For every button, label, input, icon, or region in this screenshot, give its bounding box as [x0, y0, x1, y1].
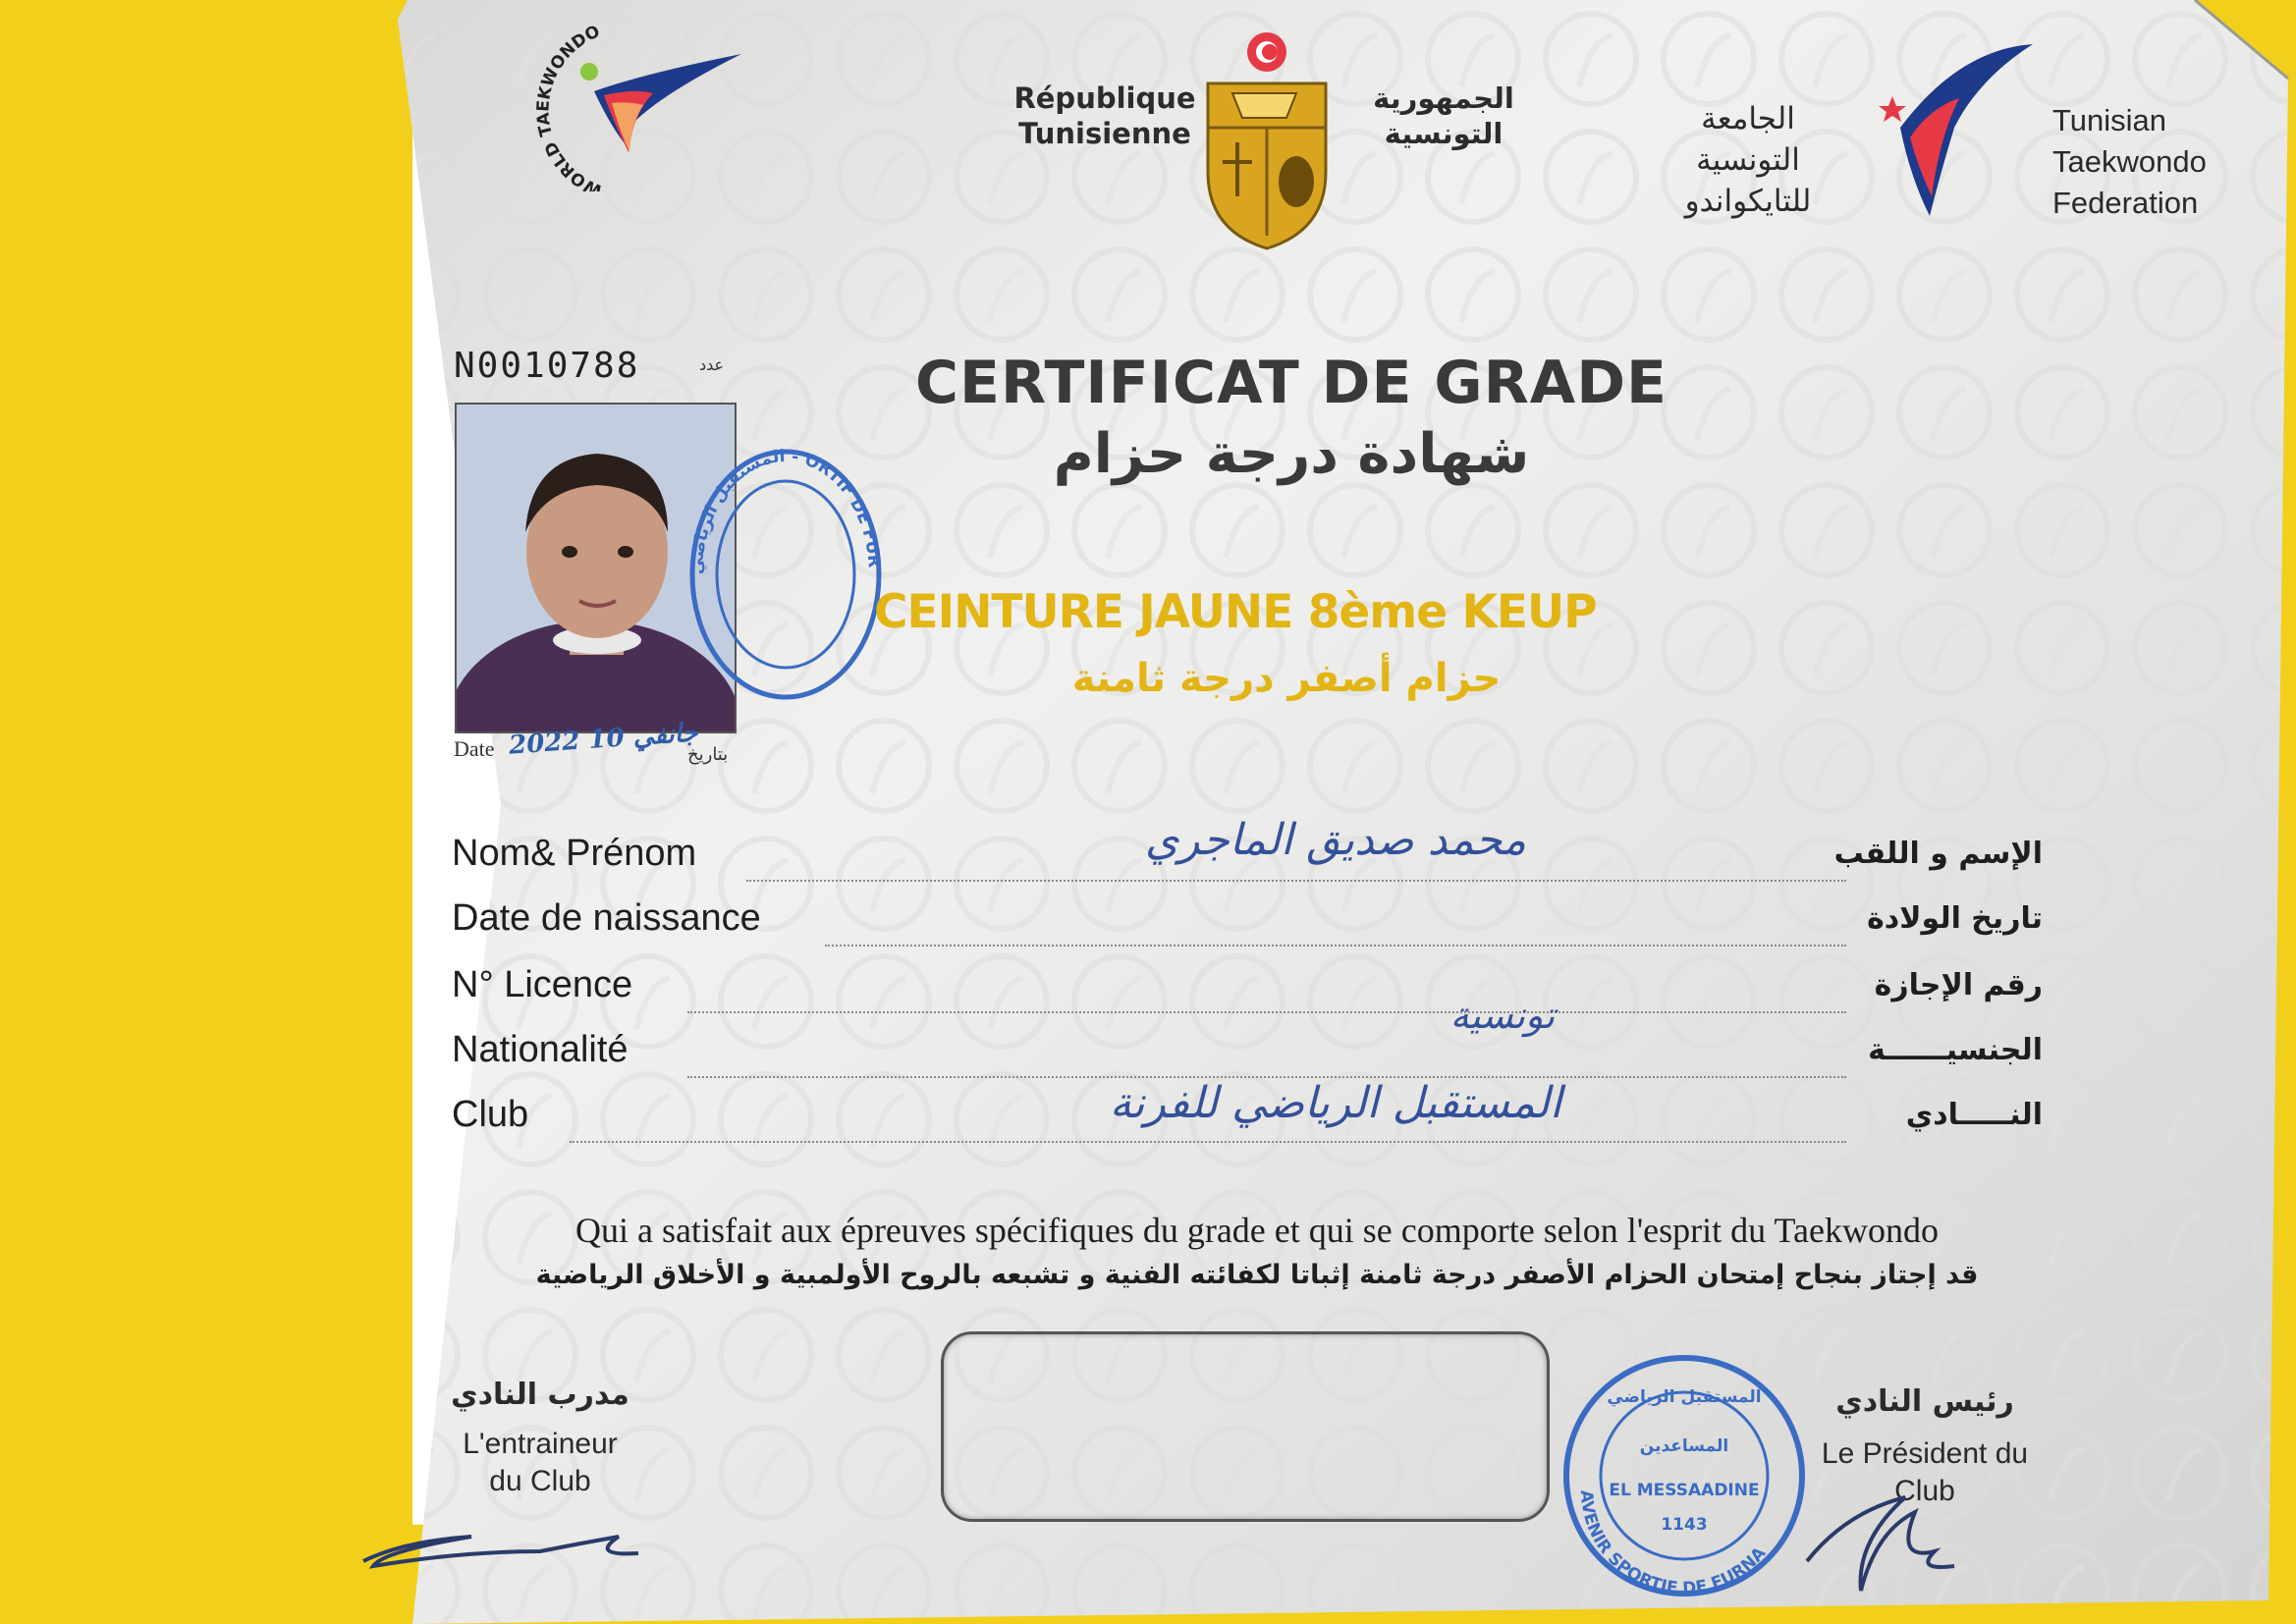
tunisia-coat-of-arms	[1198, 25, 1336, 250]
president-signature	[1787, 1473, 2003, 1610]
world-taekwondo-text: WORLD TAEKWONDO	[533, 22, 606, 191]
republic-fr: République Tunisienne	[1013, 81, 1196, 150]
coach-label-ar: مدرب النادي	[451, 1378, 629, 1412]
president-label-fr: Le Président du Club	[1821, 1437, 2029, 1507]
field-value-name: محمد صديق الماجري	[1144, 815, 1527, 865]
club-stamp-line1: المستقبل الرياضي	[1607, 1387, 1762, 1407]
field-dotted-line	[570, 1141, 1846, 1143]
photo-date-handwritten: 2022 جانفي 10	[508, 718, 699, 761]
field-label-ar: النـــــادي	[1905, 1098, 2043, 1132]
certificate-title-fr: CERTIFICAT DE GRADE	[914, 349, 1668, 417]
serial-number: N0010788	[454, 346, 640, 386]
photo-date-label-ar: بتاريخ	[687, 744, 729, 765]
statement-ar: قد إجتاز بنجاح إمتحان الحزام الأصفر درجة ثامنة إثباتا لكفائته الفنية و تشبعه بالروح الأولمبية و الأخلاق الرياضية	[535, 1260, 1979, 1290]
field-label-fr: N° Licence	[452, 964, 633, 1005]
world-taekwondo-logo	[496, 15, 761, 191]
field-label-ar: الجنسيــــــة	[1868, 1033, 2043, 1067]
field-row-birthdate	[452, 890, 2062, 954]
club-stamp	[1552, 1343, 1817, 1608]
fields-section	[452, 815, 2062, 1159]
certificate-title-ar: شهادة درجة حزام	[1053, 422, 1530, 486]
club-stamp-line2: المساعدين	[1639, 1436, 1729, 1456]
field-row-licence	[452, 956, 2062, 1021]
field-value-club: المستقبل الرياضي للفرنة	[1109, 1078, 1562, 1128]
field-label-fr: Date de naissance	[452, 897, 761, 939]
tunisian-taekwondo-federation-logo	[1871, 39, 2038, 226]
photo-date-label: Date	[454, 736, 495, 761]
field-dotted-line	[687, 1011, 1846, 1013]
coach-signature	[344, 1492, 658, 1591]
field-row-name	[452, 815, 2062, 890]
federation-name-ar: الجامعة التونسية للتايكواندو	[1684, 101, 1812, 219]
club-stamp-ring: AVENIR SPORTIF DE FURNA	[1575, 1489, 1771, 1599]
seal-box	[941, 1331, 1550, 1522]
grade-ar: حزام أصفر درجة ثامنة	[1071, 656, 1502, 701]
president-label-ar: رئيس النادي	[1835, 1384, 2014, 1419]
svg-text:WORLD TAEKWONDO	[533, 22, 606, 191]
field-value-nationality: تونسية	[1449, 994, 1556, 1037]
grade-fr: CEINTURE JAUNE 8ème KEUP	[874, 585, 1597, 639]
field-label-ar: الإسم و اللقب	[1833, 837, 2043, 871]
field-label-ar: رقم الإجازة	[1874, 968, 2043, 1002]
serial-label-ar: عدد	[699, 355, 725, 374]
field-label-fr: Club	[452, 1094, 529, 1135]
republic-ar: الجمهورية التونسية	[1373, 81, 1514, 150]
federation-name-en: Tunisian Taekwondo Federation	[2052, 103, 2207, 220]
field-label-fr: Nom& Prénom	[452, 833, 697, 874]
field-label-ar: تاريخ الولادة	[1867, 901, 2043, 936]
field-row-club	[452, 1078, 2062, 1151]
coach-label-fr: L'entraineur du Club	[463, 1428, 618, 1497]
statement-fr: Qui a satisfait aux épreuves spécifiques du grade et qui se comporte selon l'esprit du Taekwondo	[575, 1211, 1939, 1250]
field-dotted-line	[825, 945, 1846, 947]
photo-stamp-text: المستقبل الرياضي - ORTIF DE FUR	[686, 446, 884, 575]
club-stamp-line3: EL MESSAADINE	[1609, 1481, 1760, 1500]
field-label-fr: Nationalité	[452, 1029, 629, 1070]
field-dotted-line	[746, 880, 1846, 882]
field-row-nationality	[452, 994, 2062, 1086]
club-stamp-line4: 1143	[1661, 1515, 1708, 1535]
